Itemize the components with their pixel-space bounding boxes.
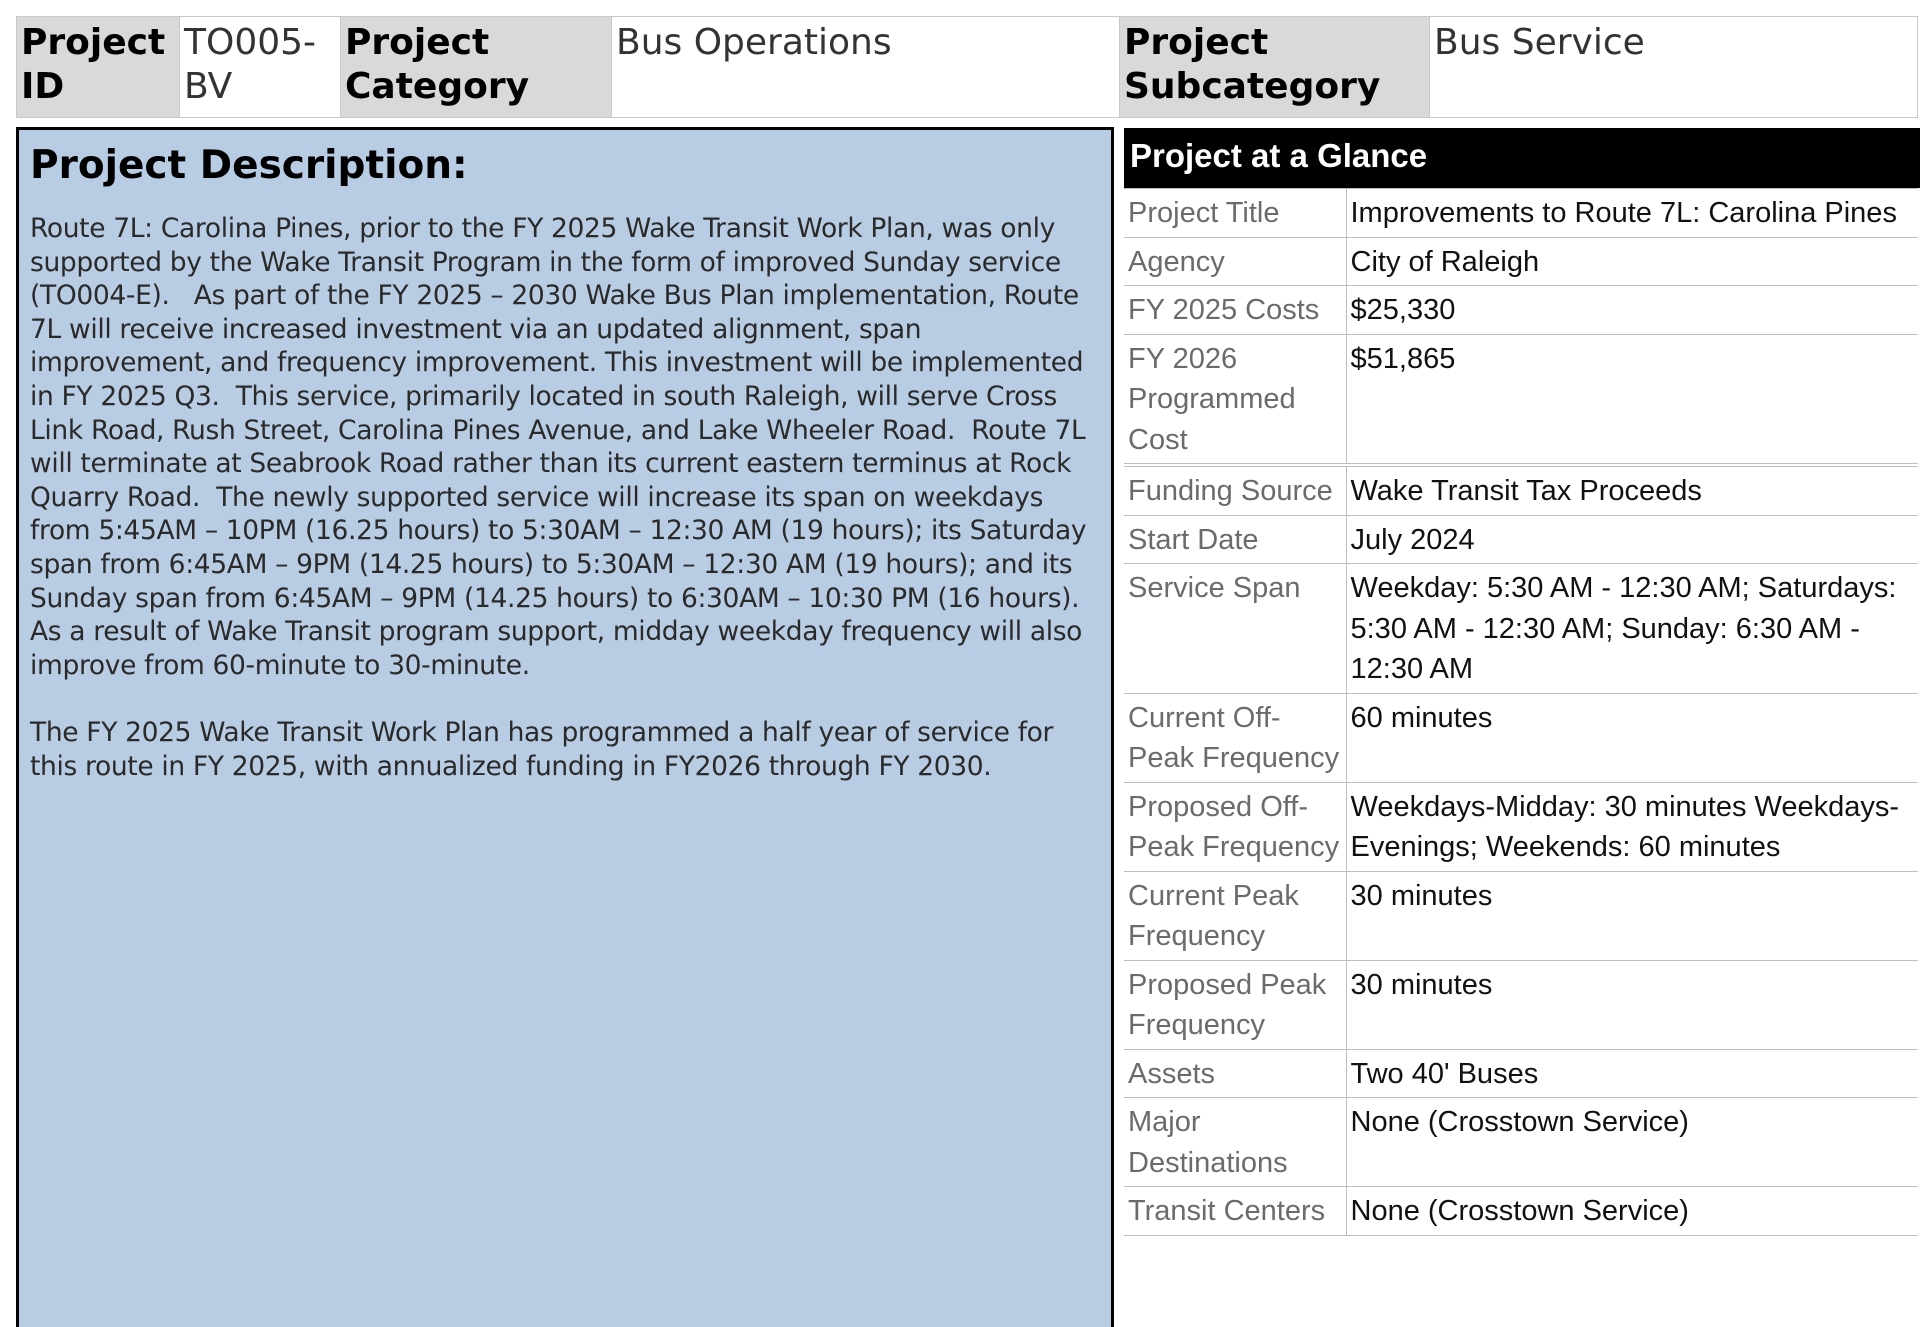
glance-row — [1124, 237, 1918, 286]
glance-key: Agency — [1124, 237, 1346, 286]
glance-row — [1124, 1049, 1918, 1098]
glance-key: Transit Centers — [1124, 1187, 1346, 1236]
glance-key: Service Span — [1124, 564, 1346, 694]
project-category-value: Bus Operations — [612, 17, 1120, 118]
project-at-a-glance-title: Project at a Glance — [1124, 128, 1920, 188]
glance-value: July 2024 — [1346, 515, 1918, 564]
project-subcategory-label: Project Subcategory — [1120, 17, 1430, 118]
glance-row — [1124, 782, 1918, 871]
glance-value: Weekdays-Midday: 30 minutes Weekdays-Evenings; Weekends: 60 minutes — [1346, 782, 1918, 871]
glance-row — [1124, 465, 1918, 515]
glance-value: 60 minutes — [1346, 693, 1918, 782]
glance-key: Funding Source — [1124, 465, 1346, 515]
glance-key: FY 2026 Programmed Cost — [1124, 334, 1346, 465]
glance-value: None (Crosstown Service) — [1346, 1098, 1918, 1187]
glance-value: None (Crosstown Service) — [1346, 1187, 1918, 1236]
glance-row — [1124, 334, 1918, 465]
glance-value: $51,865 — [1346, 334, 1918, 465]
project-id-label: Project ID — [17, 17, 180, 118]
project-at-a-glance-panel — [1124, 128, 1920, 1236]
project-description-paragraph-2: The FY 2025 Wake Transit Work Plan has programmed a half year of service for this route in FY 2025, with annualized funding in FY2026 through FY 2030. — [30, 716, 1062, 782]
glance-key: Assets — [1124, 1049, 1346, 1098]
glance-row — [1124, 564, 1918, 694]
project-id-value: TO005-BV — [180, 17, 341, 118]
project-subcategory-value: Bus Service — [1430, 17, 1918, 118]
project-header-table — [16, 16, 1918, 118]
glance-value: Wake Transit Tax Proceeds — [1346, 465, 1918, 515]
glance-value: 30 minutes — [1346, 871, 1918, 960]
glance-value: Improvements to Route 7L: Carolina Pines — [1346, 189, 1918, 238]
glance-row — [1124, 960, 1918, 1049]
glance-key: Start Date — [1124, 515, 1346, 564]
glance-key: Current Peak Frequency — [1124, 871, 1346, 960]
glance-key: Proposed Off-Peak Frequency — [1124, 782, 1346, 871]
glance-value: Weekday: 5:30 AM - 12:30 AM; Saturdays: 5:30 AM - 12:30 AM; Sunday: 6:30 AM - 12:30 AM — [1346, 564, 1918, 694]
glance-row — [1124, 515, 1918, 564]
project-description-title: Project Description: — [30, 143, 468, 188]
glance-value: Two 40' Buses — [1346, 1049, 1918, 1098]
glance-key: FY 2025 Costs — [1124, 286, 1346, 335]
glance-row — [1124, 189, 1918, 238]
glance-row — [1124, 871, 1918, 960]
project-category-label: Project Category — [341, 17, 612, 118]
project-description-panel — [16, 127, 1114, 1327]
glance-value: City of Raleigh — [1346, 237, 1918, 286]
glance-row — [1124, 1098, 1918, 1187]
glance-row — [1124, 693, 1918, 782]
glance-value: 30 minutes — [1346, 960, 1918, 1049]
glance-key: Major Destinations — [1124, 1098, 1346, 1187]
glance-row — [1124, 286, 1918, 335]
glance-value: $25,330 — [1346, 286, 1918, 335]
glance-key: Project Title — [1124, 189, 1346, 238]
project-description-paragraph-1: Route 7L: Carolina Pines, prior to the FY 2025 Wake Transit Work Plan, was only supported by the Wake Transit Program in the form of improved Sunday service (TO004-E). As part of the FY 2025 – 2030 Wake Bus Plan implementation, Route 7L will receive increased investment via an updated alignment, span improvement, and frequency improvement. This investment will be implemented in FY 2025 Q3. This service, primarily located in south Raleigh, will serve Cross Link Road, Rush Street, Carolina Pines Avenue, and Lake Wheeler Road. Route 7L will terminate at Seabrook Road rather than its current eastern terminus at Rock Quarry Road. The newly supported service will increase its span on weekdays from 5:45AM – 10PM (16.25 hours) to 5:30AM – 12:30 AM (19 hours); its Saturday span from 6:45AM – 9PM (14.25 hours) to 5:30AM – 12:30 AM (19 hours); and its Sunday span from 6:45AM – 9PM (14.25 hours) to 6:30AM – 10:30 PM (16 hours). As a result of Wake Transit program support, midday weekday frequency will also improve from 60-minute to 30-minute. — [30, 213, 1095, 681]
glance-row — [1124, 1187, 1918, 1236]
glance-key: Current Off-Peak Frequency — [1124, 693, 1346, 782]
glance-table — [1124, 188, 1918, 1236]
glance-key: Proposed Peak Frequency — [1124, 960, 1346, 1049]
